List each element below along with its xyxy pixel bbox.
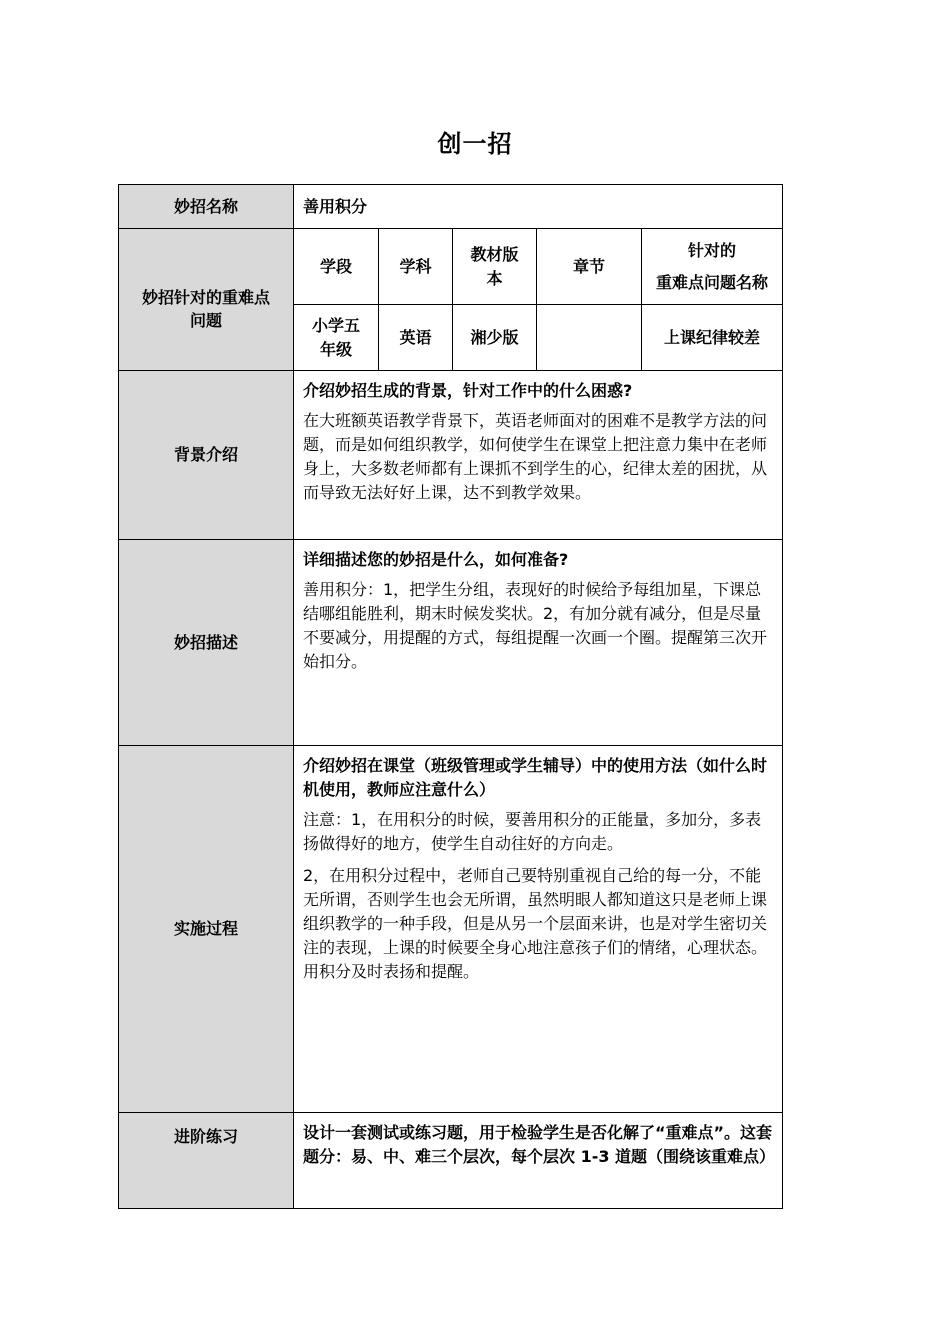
problem-label-text: 妙招针对的重难点问题: [141, 288, 270, 330]
value-subject: 英语: [379, 305, 453, 371]
background-content: [294, 371, 783, 540]
name-label: 妙招名称: [119, 185, 294, 229]
background-text: 在大班额英语教学背景下，英语老师面对的困难不是教学方法的问题，而是如何组织教学，如何使学生在课堂上把注意力集中在老师身上，大多数老师都有上课抓不到学生的心，纪律太差的困扰，从而导致无法好好上课，达不到教学效果。: [303, 411, 768, 502]
process-para2: 2，在用积分过程中，老师自己要特别重视自己给的每一分，不能无所谓，否则学生也会无所谓，虽然明眼人都知道这只是老师上课组织教学的一种手段，但是从另一个层面来讲，也是对学生密切关注的表现，上课的时候要全身心地注意孩子们的情绪，心理状态。用积分及时表扬和提醒。: [303, 866, 768, 981]
value-stage: [294, 305, 379, 371]
description-text: 善用积分：1，把学生分组，表现好的时候给予每组加星，下课总结哪组能胜利，期末时候发奖状。2，有加分就有减分，但是尽量不要减分，用提醒的方式，每组提醒一次画一个圈。提醒第三次开始扣分。: [303, 580, 768, 671]
header-textbook: [453, 229, 537, 305]
background-label: 背景介绍: [119, 371, 294, 540]
process-para1: 注意：1，在用积分的时候，要善用积分的正能量，多加分，多表扬做得好的地方，使学生自动往好的方向走。: [303, 810, 762, 853]
header-textbook-text: 教材版本: [470, 244, 519, 288]
header-stage: 学段: [294, 229, 379, 305]
problem-label: [119, 229, 294, 371]
process-label: 实施过程: [119, 746, 294, 1113]
page-title: 创一招: [437, 130, 513, 158]
header-chapter: 章节: [537, 229, 642, 305]
value-chapter: [537, 305, 642, 371]
header-subject: 学科: [379, 229, 453, 305]
practice-label: 进阶练习: [119, 1113, 294, 1209]
form-table: [118, 184, 783, 1209]
practice-content: [294, 1113, 783, 1209]
name-value: 善用积分: [294, 185, 783, 229]
header-issue: [642, 229, 783, 305]
description-question: 详细描述您的妙招是什么，如何准备?: [303, 550, 569, 569]
description-content: [294, 540, 783, 746]
value-issue: 上课纪律较差: [642, 305, 783, 371]
value-textbook: 湘少版: [453, 305, 537, 371]
process-content: [294, 746, 783, 1113]
header-issue-line2: 重难点问题名称: [656, 272, 769, 292]
practice-question: 设计一套测试或练习题，用于检验学生是否化解了“重难点”。这套题分：易、中、难三个层次，每个层次 1-3 道题（围绕该重难点）: [303, 1123, 776, 1166]
value-stage-text: 小学五年级: [311, 315, 360, 359]
process-question: 介绍妙招在课堂（班级管理或学生辅导）中的使用方法（如什么时机使用，教师应注意什么）: [303, 756, 768, 799]
description-label: 妙招描述: [119, 540, 294, 746]
background-question: 介绍妙招生成的背景，针对工作中的什么困惑?: [303, 381, 633, 400]
header-issue-line1: 针对的: [688, 240, 737, 260]
